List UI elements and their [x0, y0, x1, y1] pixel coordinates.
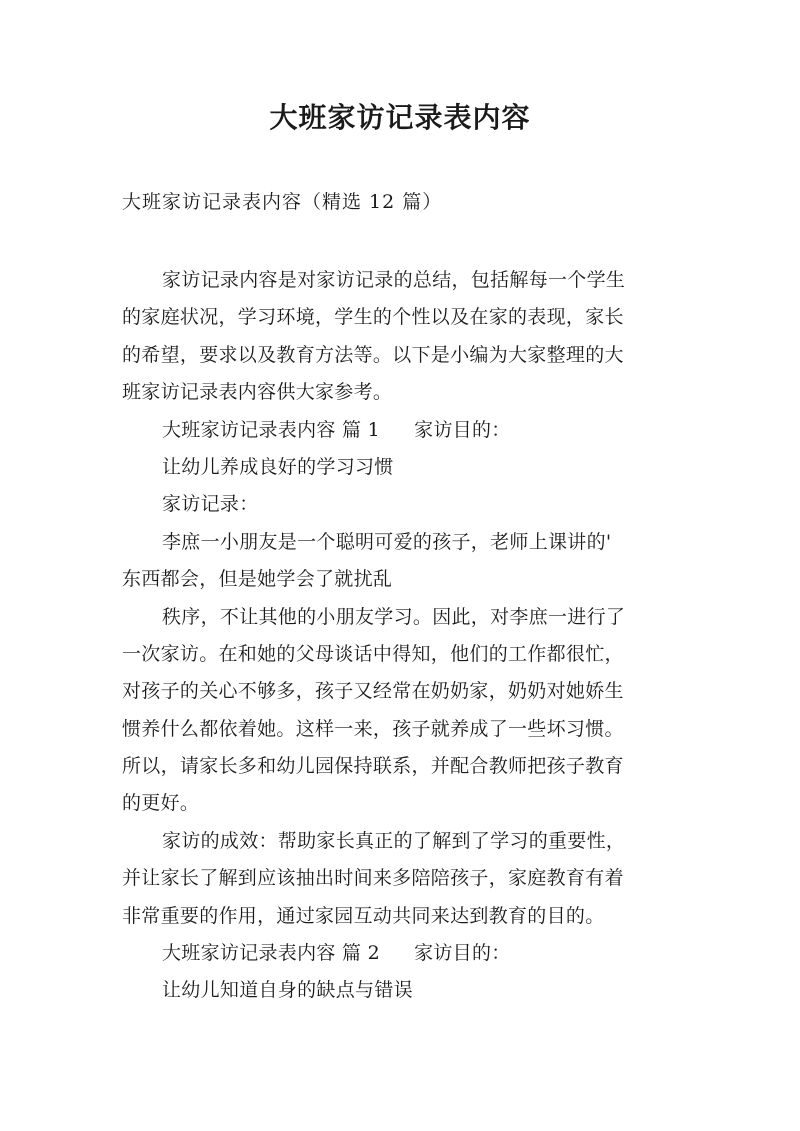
page-subtitle: 大班家访记录表内容（精选 12 篇） [122, 191, 443, 213]
result-line: 并让家长了解到应该抽出时间来多陪陪孩子，家庭教育有着 [122, 867, 624, 890]
record-line: 的更好。 [122, 792, 200, 815]
document-body [122, 262, 700, 1010]
section-1-purpose: 让幼儿养成良好的学习习惯 [162, 455, 394, 478]
section-2-heading: 大班家访记录表内容 篇 2 [162, 942, 381, 965]
section-1-purpose-label: 家访目的： [414, 418, 511, 441]
section-2-purpose: 让幼儿知道自身的缺点与错误 [162, 979, 413, 1002]
record-line: 一次家访。在和她的父母谈话中得知，他们的工作都很忙， [122, 642, 624, 665]
result-line: 家访的成效：帮助家长真正的了解到了学习的重要性， [162, 829, 626, 852]
page-title: 大班家访记录表内容 [269, 101, 531, 134]
section-2-heading-line [122, 935, 700, 972]
record-line: 惯养什么都依着她。这样一来，孩子就养成了一些坏习惯。 [122, 717, 624, 740]
record-line: 李庶一小朋友是一个聪明可爱的孩子，老师上课讲的' [162, 530, 612, 553]
section-1-record-label: 家访记录： [162, 493, 259, 516]
intro-line: 的希望，要求以及教育方法等。以下是小编为大家整理的大 [122, 343, 624, 366]
intro-line: 家访记录内容是对家访记录的总结，包括解每一个学生 [162, 269, 626, 291]
intro-line: 班家访记录表内容供大家参考。 [122, 381, 393, 404]
record-line: 东西都会，但是她学会了就扰乱 [122, 568, 393, 591]
section-1-heading-line [122, 412, 700, 449]
record-line: 对孩子的关心不够多，孩子又经常在奶奶家，奶奶对她娇生 [122, 680, 624, 703]
section-1-heading: 大班家访记录表内容 篇 1 [162, 418, 381, 441]
record-line: 所以，请家长多和幼儿园保持联系，并配合教师把孩子教育 [122, 755, 624, 778]
intro-line: 的家庭状况，学习环境，学生的个性以及在家的表现，家长 [122, 306, 624, 329]
record-line: 秩序，不让其他的小朋友学习。因此，对李庶一进行了 [162, 605, 626, 628]
section-2-purpose-label: 家访目的： [414, 942, 511, 965]
result-line: 非常重要的作用，通过家园互动共同来达到教育的目的。 [122, 904, 605, 927]
